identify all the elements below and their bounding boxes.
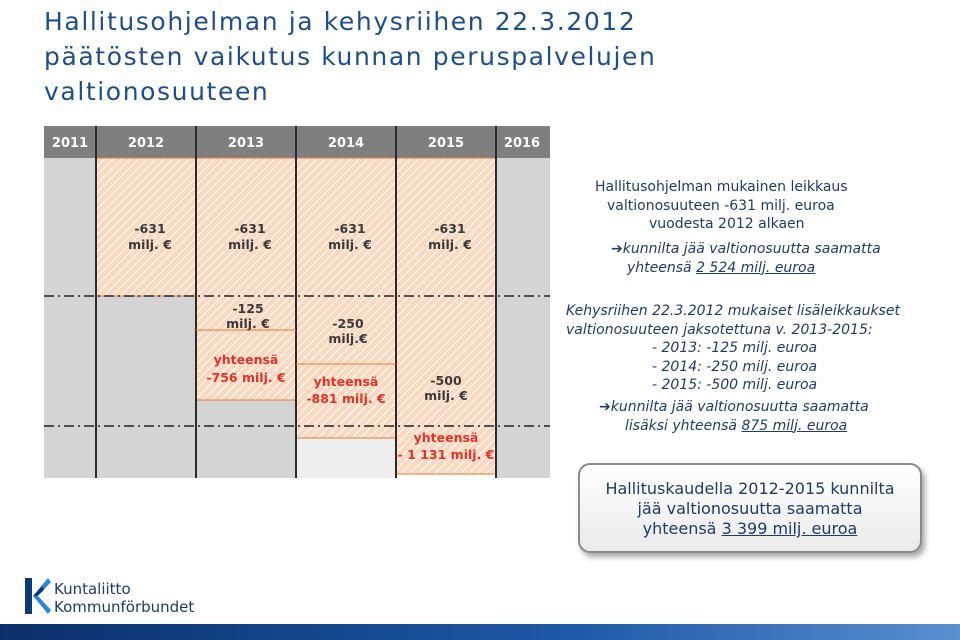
block1-line-1: Hallitusohjelman mukainen leikkaus: [595, 179, 848, 195]
block2-line-3: - 2013: -125 milj. euroa: [652, 340, 818, 356]
year-2012-label: 2012: [127, 136, 165, 151]
grey-base-2013: [196, 400, 296, 478]
kuntaliitto-logo: [24, 576, 224, 620]
base-cut-2013: -631 milj. €: [228, 221, 272, 252]
summary-line-3-prefix: yhteensä: [642, 519, 722, 538]
extra-cut-2015: -500 milj. €: [424, 373, 468, 403]
year-2015-label: 2015: [427, 136, 465, 151]
year-2016-label: 2016: [503, 136, 541, 151]
block2-line-2: valtionosuuteen jaksotettuna v. 2013-2015:: [566, 321, 873, 338]
block2-arrow-line-2-prefix: lisäksi yhteensä: [625, 417, 742, 434]
block2-line-1: Kehysriihen 22.3.2012 mukaiset lisäleikkaukset: [566, 303, 900, 319]
summary-line-1: Hallituskaudella 2012-2015 kunnilta: [605, 479, 895, 498]
block1-arrow-line-2-prefix: yhteensä: [627, 259, 697, 276]
footer-bar: [0, 624, 960, 640]
info-block-1-conclusion: [611, 240, 881, 277]
logo-text: [54, 580, 194, 616]
block2-total-amount: 875 milj. euroa: [741, 417, 848, 434]
total-2015: yhteensä - 1 131 milj. €: [397, 430, 495, 462]
logo-line-2: Kommunförbundet: [54, 598, 195, 616]
base-cut-2015: -631 milj. €: [428, 221, 472, 252]
info-block-1: [595, 178, 848, 234]
summary-total-amount: 3 399 milj. euroa: [721, 519, 858, 538]
total-2013: yhteensä -756 milj. €: [206, 352, 286, 385]
year-2011-label: 2011: [51, 136, 89, 151]
grey-base-2014: [296, 438, 396, 478]
block2-line-5: - 2015: -500 milj. euroa: [652, 377, 818, 393]
extra-cut-2013: -125 milj. €: [226, 301, 270, 331]
block1-line-2: valtionosuuteen -631 milj. euroa: [607, 197, 835, 214]
logo-line-1: Kuntaliitto: [54, 580, 131, 598]
info-block-2-conclusion: [599, 398, 869, 435]
block1-line-3: vuodesta 2012 alkaen: [649, 216, 805, 232]
base-cut-2014: -631 milj. €: [328, 221, 372, 252]
block2-arrow-line-1: kunnilta jää valtionosuutta saamatta: [610, 399, 869, 415]
extra-cut-2014: -250 milj.€: [328, 316, 368, 346]
summary-box: [578, 463, 922, 553]
block1-arrow-line-1: kunnilta jää valtionosuutta saamatta: [622, 241, 881, 257]
block1-total-amount: 2 524 milj. euroa: [696, 259, 816, 276]
base-cut-2012: -631 milj. €: [128, 221, 172, 252]
title-line-2: päätösten vaikutus kunnan peruspalvelujen: [44, 42, 657, 71]
summary-line-2: jää valtionosuutta saamatta: [637, 499, 863, 518]
year-2013-label: 2013: [227, 136, 265, 151]
grey-base-2012: [96, 296, 196, 478]
column-2011: [44, 158, 96, 478]
year-2014-label: 2014: [327, 136, 365, 151]
column-2016: [496, 158, 550, 478]
arrow-icon: ➔: [611, 241, 623, 257]
total-2014: yhteensä -881 milj. €: [306, 374, 386, 406]
kuntaliitto-logo-icon: [24, 576, 52, 616]
arrow-icon: ➔: [599, 399, 611, 415]
info-block-2: [566, 302, 900, 395]
title-line-3: valtionosuuteen: [44, 77, 270, 106]
block2-line-4: - 2014: -250 milj. euroa: [652, 358, 818, 375]
title-line-1: Hallitusohjelman ja kehysriihen 22.3.2012: [44, 7, 637, 36]
